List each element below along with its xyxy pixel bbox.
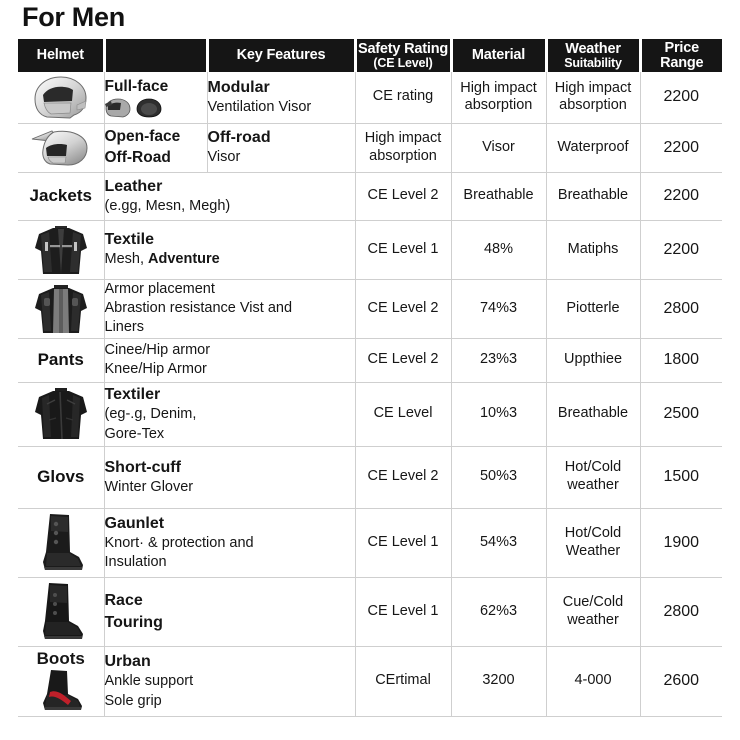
table-row [18, 72, 722, 123]
price-cell: 1500 [640, 446, 722, 508]
key-feature-title: Race [104, 592, 143, 610]
race-boot-image [18, 577, 104, 646]
off-road-helmet-icon [30, 127, 92, 169]
key-feature-detail: Mesh, Adventure [104, 251, 220, 268]
price-cell: 2200 [640, 172, 722, 220]
table-row [18, 646, 722, 716]
material-cell: High impact absorption [451, 72, 546, 123]
safety-rating-cell: CE Level [355, 382, 451, 446]
key-feature-title: Short-cuff [104, 458, 181, 476]
category-label-glovs: Glovs [18, 446, 104, 508]
category-label-boots: Boots [36, 648, 85, 668]
helmet-icon-black [136, 98, 162, 118]
feature-cell [104, 72, 207, 123]
price-cell: 2200 [640, 72, 722, 123]
table-row [18, 508, 722, 577]
key-feature-line: Gore-Tex [104, 425, 165, 442]
column-header-helmet[interactable]: Helmet [18, 39, 104, 72]
price-cell: 2200 [640, 123, 722, 172]
table-row [18, 172, 722, 220]
safety-rating-cell: CE Level 2 [355, 279, 451, 338]
price-cell: 2800 [640, 279, 722, 338]
weather-cell: Uppthiee [546, 338, 640, 382]
full-face-helmet-image [18, 72, 104, 123]
column-header-key-features[interactable]: Key Features [207, 39, 355, 72]
key-feature-line: Knee/Hip Armor [104, 361, 207, 377]
material-cell: Breathable [451, 172, 546, 220]
material-cell: 74%3 [451, 279, 546, 338]
material-cell: Visor [451, 123, 546, 172]
key-feature-detail: Visor [207, 149, 241, 166]
weather-cell: Breathable [546, 172, 640, 220]
price-cell: 2600 [640, 646, 722, 716]
key-features-cell [104, 446, 355, 508]
key-feature-line: Knort· & protection and [104, 534, 254, 551]
safety-rating-cell: CE Level 1 [355, 577, 451, 646]
safety-rating-cell: CE Level 1 [355, 508, 451, 577]
weather-cell: Hot/Cold weather [546, 446, 640, 508]
key-feature-line: Winter Glover [104, 478, 194, 495]
column-header-blank[interactable] [104, 39, 207, 72]
key-feature-line: Ankle support [104, 673, 194, 690]
table-row [18, 123, 722, 172]
key-feature-line: Cinee/Hip armor [104, 341, 211, 358]
safety-rating-cell: CE Level 2 [355, 446, 451, 508]
key-features-cell [104, 646, 355, 716]
gauntlet-boot-image [18, 508, 104, 577]
key-feature-detail: Ventilation Visor [207, 99, 312, 116]
textile-jacket-icon [29, 224, 93, 276]
page-title: For Men [22, 2, 125, 32]
helmet-icon-row [105, 98, 207, 118]
key-features-cell [104, 279, 355, 338]
price-cell: 2500 [640, 382, 722, 446]
gear-spec-table [18, 39, 722, 717]
material-cell: 50%3 [451, 446, 546, 508]
key-feature-line: Liners [104, 319, 144, 336]
safety-rating-cell: High impact absorption [355, 123, 451, 172]
boots-category-cell [18, 646, 104, 716]
category-label-pants: Pants [18, 338, 104, 382]
table-row [18, 446, 722, 508]
key-feature-title-2: Touring [104, 613, 163, 631]
column-header-weather-suitability[interactable]: Weather Suitability [546, 39, 640, 72]
price-cell: 1900 [640, 508, 722, 577]
key-features-cell [104, 220, 355, 279]
key-feature-line: Abrastion resistance Vist and [104, 299, 293, 316]
key-feature-line: Armor placement [104, 280, 215, 297]
key-feature-title: Textile [104, 231, 154, 249]
key-features-cell [104, 577, 355, 646]
key-features-cell [104, 382, 355, 446]
weather-cell: Waterproof [546, 123, 640, 172]
key-features-cell [104, 338, 355, 382]
feature-title: Full-face [104, 77, 169, 95]
key-features-cell [207, 72, 355, 123]
urban-boot-icon [33, 668, 89, 713]
textile-jacket-image [18, 220, 104, 279]
table-header-row [18, 39, 722, 72]
gauntlet-boot-icon [33, 512, 89, 574]
material-cell: 62%3 [451, 577, 546, 646]
feature-title: Open-face [104, 128, 181, 146]
material-cell: 10%3 [451, 382, 546, 446]
helmet-icon-gray [105, 98, 131, 118]
armor-jacket-icon [29, 283, 93, 335]
safety-rating-cell: CE Level 2 [355, 172, 451, 220]
safety-rating-cell: CE Level 1 [355, 220, 451, 279]
material-cell: 3200 [451, 646, 546, 716]
key-feature-line: (eg-.g, Denim, [104, 406, 197, 423]
table-row [18, 338, 722, 382]
denim-jacket-image [18, 382, 104, 446]
key-feature-title: Off-road [207, 129, 271, 147]
material-cell: 48% [451, 220, 546, 279]
key-feature-title: Textiler [104, 386, 161, 404]
feature-title-2: Off-Road [104, 148, 171, 166]
material-cell: 23%3 [451, 338, 546, 382]
safety-rating-cell: CE rating [355, 72, 451, 123]
weather-cell: High impact absorption [546, 72, 640, 123]
key-features-cell [104, 172, 355, 220]
table-row [18, 382, 722, 446]
column-header-safety-rating[interactable]: Safety Rating (CE Level) [355, 39, 451, 72]
key-feature-detail: (e.gg, Mesn, Megh) [104, 197, 231, 214]
price-cell: 2800 [640, 577, 722, 646]
material-cell: 54%3 [451, 508, 546, 577]
open-face-helmet-image [18, 123, 104, 172]
key-features-cell [104, 508, 355, 577]
armor-jacket-image [18, 279, 104, 338]
weather-cell: Hot/Cold Weather [546, 508, 640, 577]
table-row [18, 279, 722, 338]
key-feature-title: Modular [207, 79, 270, 97]
weather-cell: Breathable [546, 382, 640, 446]
weather-cell: Matiphs [546, 220, 640, 279]
race-boot-icon [33, 581, 89, 643]
column-header-price-range[interactable]: Price Range [640, 39, 722, 72]
key-feature-title: Gaunlet [104, 514, 165, 532]
key-feature-line: Insulation [104, 554, 167, 571]
key-features-cell [207, 123, 355, 172]
column-header-material[interactable]: Material [451, 39, 546, 72]
feature-cell [104, 123, 207, 172]
table-row [18, 577, 722, 646]
denim-jacket-icon [29, 386, 93, 442]
key-feature-line: Sole grip [104, 692, 162, 709]
category-label-jackets: Jackets [18, 172, 104, 220]
key-feature-title: Urban [104, 653, 151, 671]
price-cell: 1800 [640, 338, 722, 382]
safety-rating-cell: CE Level 2 [355, 338, 451, 382]
weather-cell: 4-000 [546, 646, 640, 716]
table-row [18, 220, 722, 279]
weather-cell: Cue/Cold weather [546, 577, 640, 646]
full-face-helmet-icon [30, 75, 92, 119]
price-cell: 2200 [640, 220, 722, 279]
weather-cell: Piotterle [546, 279, 640, 338]
key-feature-title: Leather [104, 177, 163, 195]
safety-rating-cell: CErtimal [355, 646, 451, 716]
